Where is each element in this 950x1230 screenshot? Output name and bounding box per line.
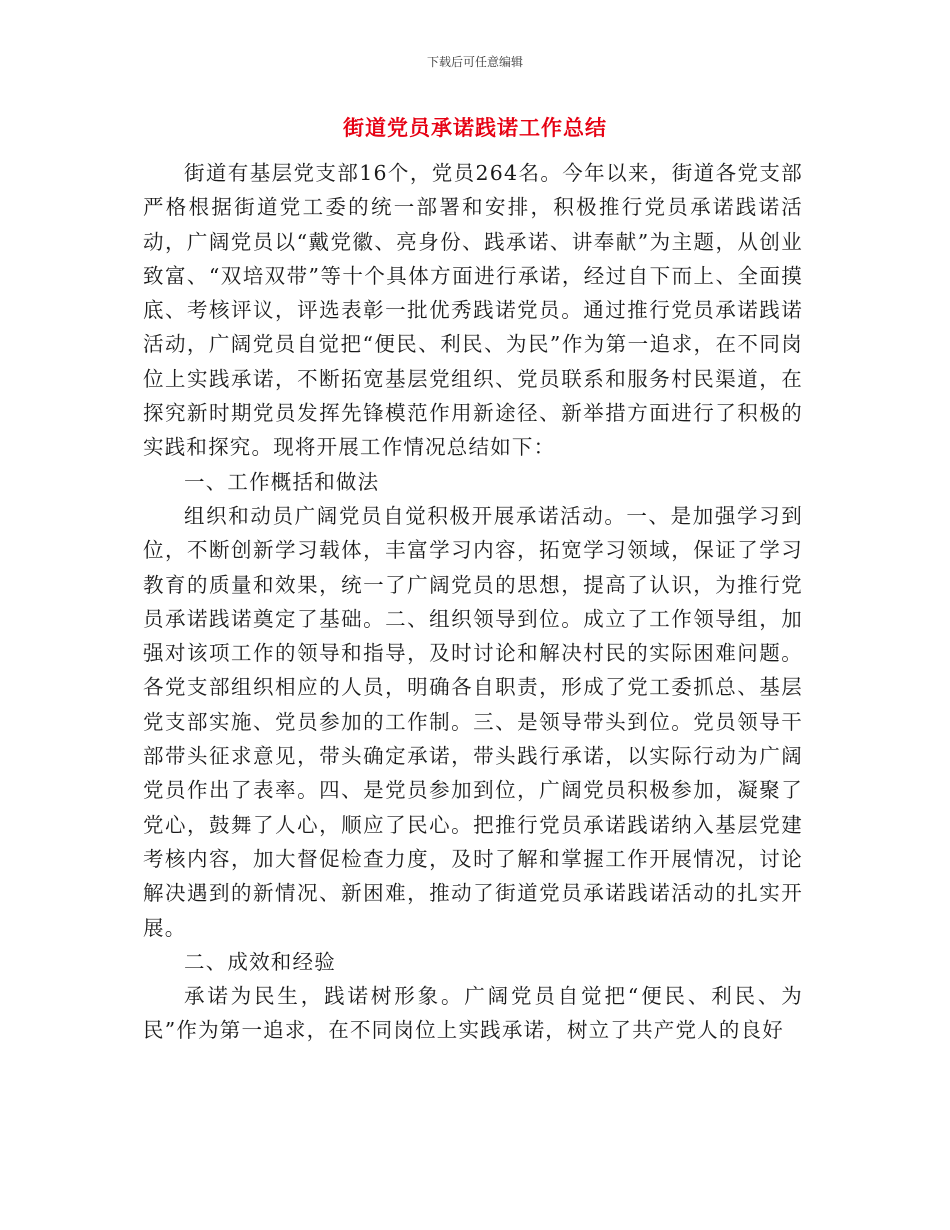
section-1-paragraph: 组织和动员广阔党员自觉积极开展承诺活动。一、是加强学习到位，不断创新学习载体，丰富学习内容，拓宽学习领域，保证了学习教育的质量和效果，统一了广阔党员的思想，提高了认识，为推行党员承诺践诺奠定了基础。二、组织领导到位。成立了工作领导组，加强对该项工作的领导和指导，及时讨论和解决村民的实际困难问题。各党支部组织相应的人员，明确各自职责，形成了党工委抓总、基层党支部实施、党员参加的工作制。三、是领导带头到位。党员领导干部带头征求意见，带头确定承诺，带头践行承诺，以实际行动为广阔党员作出了表率。四、是党员参加到位，广阔党员积极参加，凝聚了党心，鼓舞了人心，顺应了民心。把推行党员承诺践诺纳入基层党建考核内容，加大督促检查力度，及时了解和掌握工作开展情况，讨论解决遇到的新情况、新困难，推动了街道党员承诺践诺活动的扎实开展。 xyxy=(143,503,803,940)
intro-paragraph: 街道有基层党支部16个，党员264名。今年以来，街道各党支部严格根据街道党工委的统一部署和安排，积极推行党员承诺践诺活动，广阔党员以“戴党徽、亮身份、践承诺、讲奉献”为主题，从创业致富、“双培双带”等十个具体方面进行承诺，经过自下而上、全面摸底、考核评议，评选表彰一批优秀践诺党员。通过推行党员承诺践诺活动，广阔党员自觉把“便民、利民、为民”作为第一追求，在不同岗位上实践承诺，不断拓宽基层党组织、党员联系和服务村民渠道，在探究新时期党员发挥先锋模范作用新途径、新举措方面进行了积极的实践和探究。现将开展工作情况总结如下： xyxy=(143,161,803,460)
section-heading-2: 二、成效和经验 xyxy=(184,949,336,974)
section-heading-1: 一、工作概括和做法 xyxy=(184,469,380,494)
document-body xyxy=(143,156,803,1048)
document-title: 街道党员承诺践诺工作总结 xyxy=(343,115,607,140)
download-note: 下载后可任意编辑 xyxy=(426,55,523,69)
section-2-paragraph: 承诺为民生，践诺树形象。广阔党员自觉把“便民、利民、为民”作为第一追求，在不同岗位上实践承诺，树立了共产党人的良好 xyxy=(143,984,803,1043)
